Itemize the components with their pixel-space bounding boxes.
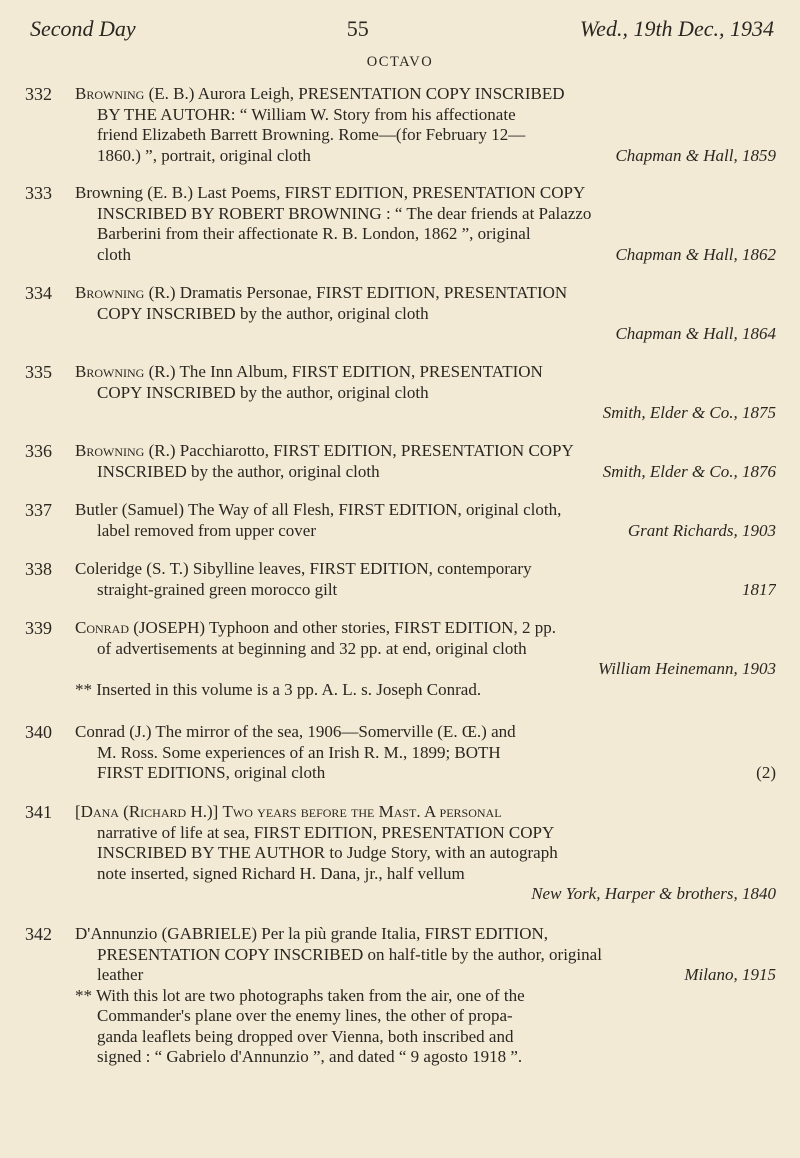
- lot-publisher: William Heinemann, 1903: [597, 659, 776, 678]
- header-date: Wed., 19th Dec., 1934: [579, 16, 774, 41]
- lot-number: 341: [25, 802, 52, 822]
- lot-line: (JOSEPH) Typhoon and other stories, FIRST EDITION, 2 pp.: [133, 618, 556, 637]
- lot-line: (GABRIELE) Per la più grande Italia, FIRST EDITION,: [161, 924, 548, 943]
- lot-publisher: 1817: [742, 579, 776, 599]
- lot-author: [Dana (Richard H.)]: [75, 802, 219, 821]
- lot-number: 338: [25, 559, 52, 579]
- lot-author: Browning: [75, 183, 143, 202]
- lot-line: (R.) Pacchiarotto, FIRST EDITION, PRESENTATION COPY: [148, 441, 574, 460]
- lot-number: 333: [25, 183, 52, 203]
- lot-author: Browning: [75, 362, 145, 381]
- lot-line: M. Ross. Some experiences of an Irish R. M., 1899; BOTH: [97, 742, 501, 762]
- lot-note: ganda leaflets being dropped over Vienna, both inscribed and: [97, 1026, 514, 1046]
- lot-author: Browning: [75, 283, 145, 302]
- section-title: OCTAVO: [366, 54, 434, 70]
- lot-publisher: Chapman & Hall, 1864: [615, 324, 776, 343]
- header-day: Second Day: [30, 16, 136, 41]
- lot-number: 337: [25, 500, 52, 520]
- lot-publisher: New York, Harper & brothers, 1840: [531, 884, 776, 903]
- lot-author: Browning: [75, 441, 145, 460]
- lot-line: Barberini from their affectionate R. B. London, 1862 ”, original: [97, 224, 531, 243]
- lot-author: Butler: [75, 500, 118, 519]
- lot-author: D'Annunzio: [75, 924, 158, 943]
- lot-publisher: Milano, 1915: [684, 965, 776, 984]
- lot-author: Coleridge: [75, 559, 143, 578]
- lot-note: ** Inserted in this volume is a 3 pp. A. L. s. Joseph Conrad.: [75, 679, 482, 699]
- lot-line: COPY INSCRIBED by the author, original cloth: [97, 382, 429, 402]
- lot-line: label removed from upper cover: [97, 520, 317, 540]
- lot-line: Two years before the Mast. A personal: [222, 802, 502, 821]
- lot-line: narrative of life at sea, FIRST EDITION, PRESENTATION COPY: [97, 822, 555, 842]
- lot-line: leather: [97, 965, 144, 984]
- page-number: 55: [346, 16, 369, 41]
- lot-line: (S. T.) Sibylline leaves, FIRST EDITION, contemporary: [146, 559, 532, 578]
- lot-number: 342: [25, 924, 52, 944]
- lot-line: INSCRIBED by the author, original cloth: [97, 461, 380, 481]
- lot-number: 339: [25, 618, 52, 638]
- lot-number: 340: [25, 722, 52, 742]
- lot-note: ** With this lot are two photographs taken from the air, one of the: [75, 985, 525, 1005]
- lot-publisher: Smith, Elder & Co., 1875: [602, 403, 776, 422]
- lot-line: INSCRIBED BY ROBERT BROWNING : “ The dear friends at Palazzo: [97, 203, 592, 223]
- lot-line: friend Elizabeth Barrett Browning. Rome—(for February 12—: [97, 125, 526, 144]
- lot-line: (E. B.) Aurora Leigh, PRESENTATION COPY INSCRIBED: [148, 84, 565, 103]
- lot-number: 336: [25, 441, 52, 461]
- lot-line: (R.) The Inn Album, FIRST EDITION, PRESENTATION: [148, 362, 543, 381]
- lot-line: cloth: [97, 244, 131, 264]
- lot-publisher: Grant Richards, 1903: [627, 520, 776, 540]
- lot-number: 332: [25, 84, 52, 104]
- lot-author: Conrad: [75, 618, 130, 637]
- lot-line: BY THE AUTOHR: “ William W. Story from his affectionate: [97, 104, 516, 124]
- lot-line: straight-grained green morocco gilt: [97, 579, 338, 599]
- lot-line: (E. B.) Last Poems, FIRST EDITION, PRESENTATION COPY: [147, 183, 586, 202]
- lot-line: PRESENTATION COPY INSCRIBED on half-title by the author, original: [97, 944, 602, 964]
- running-header: [30, 16, 774, 42]
- lot-line: (J.) The mirror of the sea, 1906—Somerville (E. Œ.) and: [129, 722, 516, 741]
- lot-line: (R.) Dramatis Personae, FIRST EDITION, PRESENTATION: [148, 283, 568, 302]
- lot-line: 1860.) ”, portrait, original cloth: [97, 145, 311, 165]
- lot-publisher: Smith, Elder & Co., 1876: [602, 461, 776, 481]
- lot-publisher: Chapman & Hall, 1859: [615, 145, 776, 165]
- lot-line: note inserted, signed Richard H. Dana, jr., half vellum: [97, 863, 465, 883]
- lot-note: Commander's plane over the enemy lines, the other of propa-: [97, 1006, 513, 1025]
- lot-author: Conrad: [75, 722, 126, 741]
- lot-publisher: (2): [756, 763, 776, 782]
- lot-line: COPY INSCRIBED by the author, original cloth: [97, 303, 429, 323]
- lot-author: Browning: [75, 84, 145, 103]
- lot-line: INSCRIBED BY THE AUTHOR to Judge Story, with an autograph: [97, 843, 558, 862]
- lot-line: of advertisements at beginning and 32 pp. at end, original cloth: [97, 638, 527, 658]
- lot-number: 334: [25, 283, 52, 303]
- lot-publisher: Chapman & Hall, 1862: [615, 244, 776, 264]
- lot-line: FIRST EDITIONS, original cloth: [97, 763, 326, 782]
- lot-note: signed : “ Gabrielo d'Annunzio ”, and dated “ 9 agosto 1918 ”.: [97, 1047, 523, 1066]
- lot-line: (Samuel) The Way of all Flesh, FIRST EDITION, original cloth,: [121, 500, 562, 519]
- lot-number: 335: [25, 362, 52, 382]
